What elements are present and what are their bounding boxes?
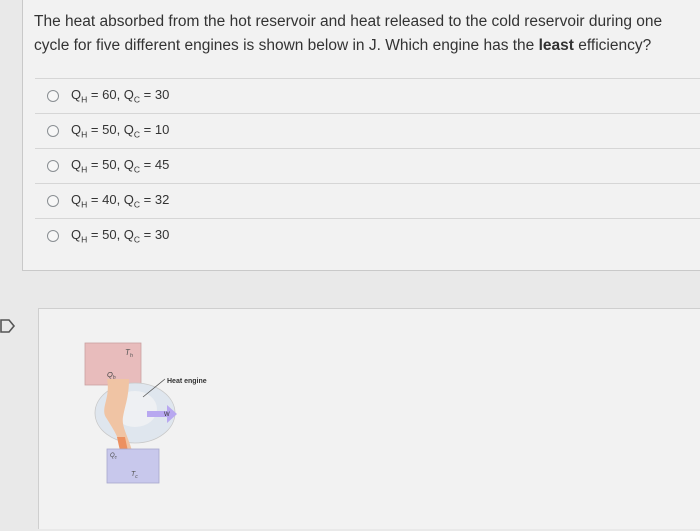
cold-reservoir-label: $T_c$ bbox=[131, 471, 138, 480]
work-label: W bbox=[164, 412, 170, 418]
answer-option-1[interactable] bbox=[35, 78, 700, 113]
radio-button[interactable] bbox=[47, 160, 59, 172]
answer-label: $Q_H = 50$, $Q_C = 30$ bbox=[71, 227, 170, 245]
hot-reservoir-label: $T_h$ bbox=[125, 348, 133, 359]
radio-button[interactable] bbox=[47, 195, 59, 207]
answer-option-4[interactable] bbox=[35, 183, 700, 218]
radio-button[interactable] bbox=[47, 90, 59, 102]
answer-option-3[interactable] bbox=[35, 148, 700, 183]
qc-label: $Q_c$ bbox=[110, 453, 117, 460]
heat-engine-diagram bbox=[77, 339, 277, 489]
answer-label: $Q_H = 50$, $Q_C = 10$ bbox=[71, 122, 170, 140]
answer-option-5[interactable] bbox=[35, 218, 700, 253]
answer-option-2[interactable] bbox=[35, 113, 700, 148]
answer-label: $Q_H = 60$, $Q_C = 30$ bbox=[71, 87, 170, 105]
question-text-end: efficiency? bbox=[573, 37, 652, 54]
answer-label: $Q_H = 50$, $Q_C = 45$ bbox=[71, 157, 170, 175]
radio-button[interactable] bbox=[47, 125, 59, 137]
bookmark-flag-icon[interactable] bbox=[0, 318, 16, 334]
question-text-bold: least bbox=[538, 37, 574, 54]
question-card bbox=[22, 0, 700, 271]
qh-label: $Q_h$ bbox=[107, 370, 116, 381]
question-text bbox=[34, 10, 694, 58]
figure-card bbox=[38, 308, 700, 529]
answer-label: $Q_H = 40$, $Q_C = 32$ bbox=[71, 192, 170, 210]
question-text-start: The heat absorbed from the hot reservoir and heat released to the cold reservoir during one cycle for five different engines is shown below in J. Which engine has the bbox=[34, 13, 663, 54]
engine-label: Heat engine bbox=[167, 378, 207, 385]
radio-button[interactable] bbox=[47, 230, 59, 242]
answer-list bbox=[35, 78, 700, 253]
